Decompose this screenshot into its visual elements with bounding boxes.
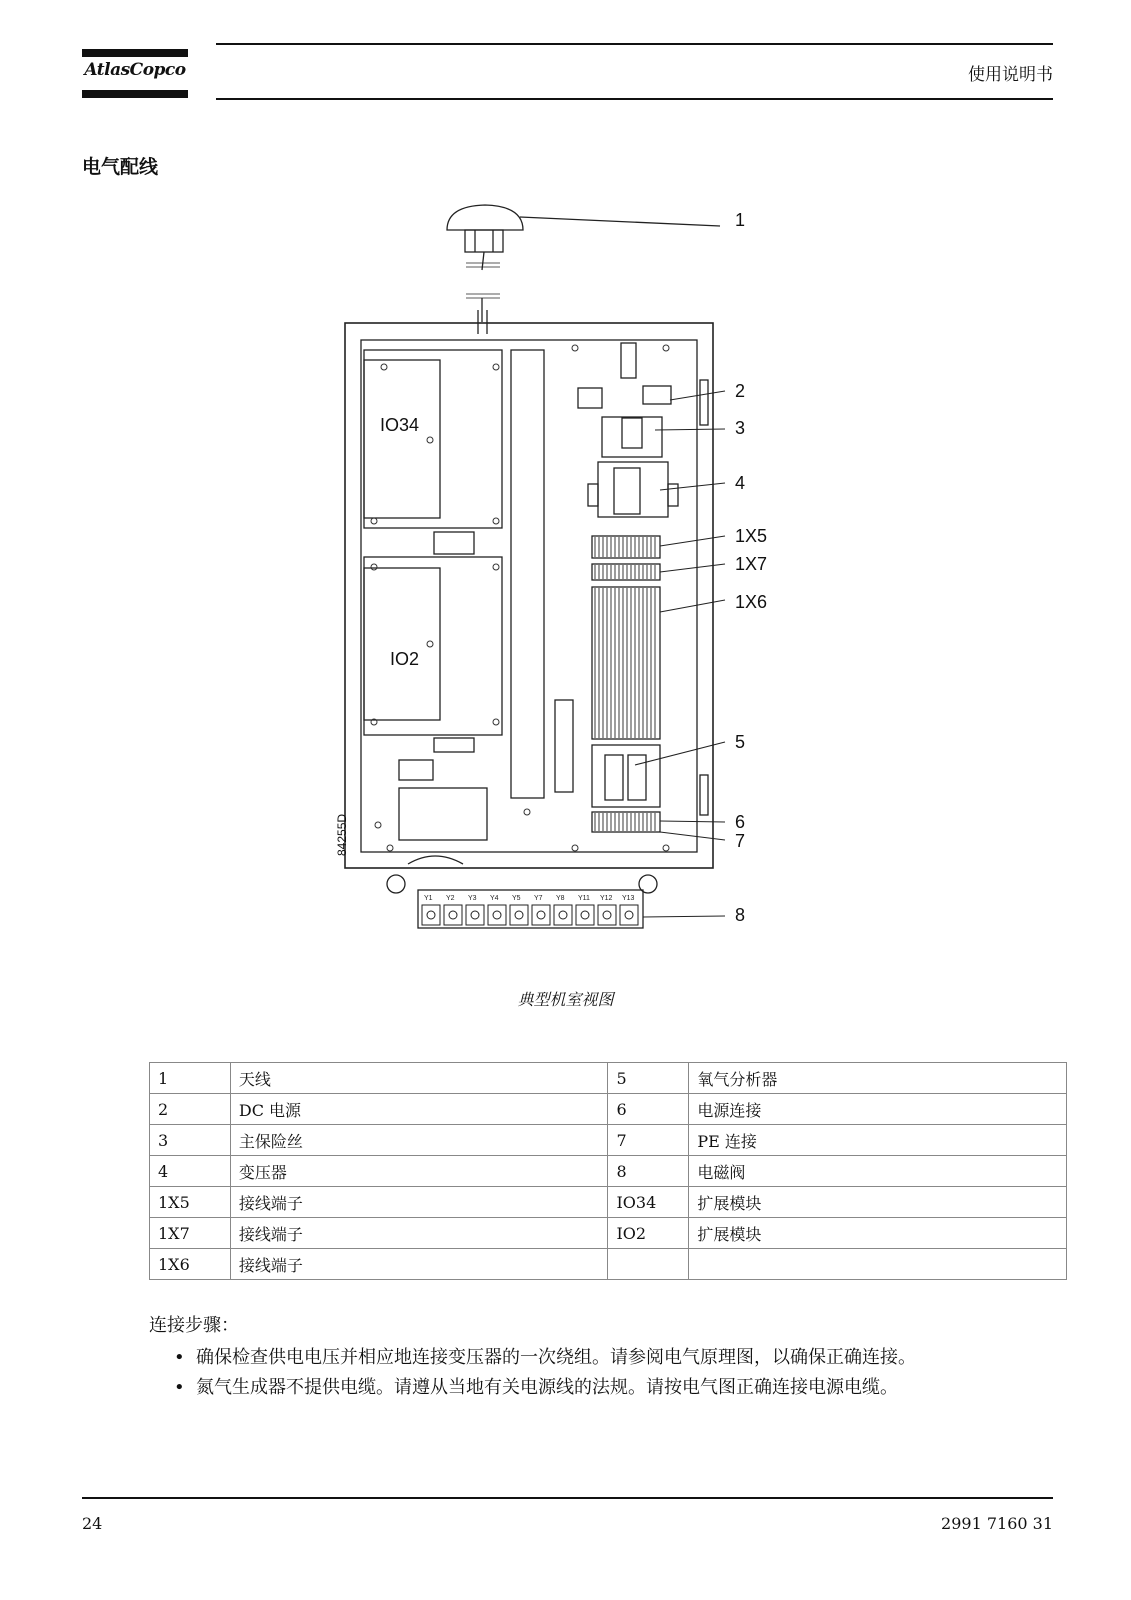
section-title: 电气配线 [82, 156, 159, 178]
legend-key: 8 [608, 1156, 689, 1187]
valve-label: Y13 [622, 895, 635, 902]
solenoid-valve [532, 905, 550, 925]
valve-label: Y12 [600, 895, 613, 902]
footer-rule [82, 1497, 1053, 1499]
legend-row [150, 1063, 1067, 1094]
legend-description: 主保险丝 [230, 1125, 608, 1156]
legend-description [689, 1249, 1067, 1280]
callout-1: 1 [735, 210, 746, 230]
main-fuse-block [602, 417, 662, 457]
document-number: 2991 7160 31 [941, 1514, 1053, 1533]
module-label-io2: IO2 [390, 649, 420, 669]
legend-description: 扩展模块 [689, 1187, 1067, 1218]
atlas-copco-logo [82, 46, 188, 101]
legend-description: 天线 [230, 1063, 608, 1094]
legend-key: 2 [150, 1094, 231, 1125]
solenoid-valve-coil [471, 911, 479, 919]
valve-label: Y3 [468, 895, 477, 902]
legend-key [608, 1249, 689, 1280]
legend-row [150, 1156, 1067, 1187]
legend-description: PE 连接 [689, 1125, 1067, 1156]
solenoid-valve-coil [449, 911, 457, 919]
dc-power-supply [643, 386, 671, 404]
solenoid-valve [488, 905, 506, 925]
legend-row [150, 1125, 1067, 1156]
legend-row [150, 1187, 1067, 1218]
solenoid-valve [422, 905, 440, 925]
solenoid-valve-coil [515, 911, 523, 919]
legend-description: 电磁阀 [689, 1156, 1067, 1187]
step-item: • 确保检查供电电压并相应地连接变压器的一次绕组。请参阅电气原理图，以确保正确连接。 [172, 1343, 1072, 1373]
legend-key: 1X7 [150, 1218, 231, 1249]
terminal-strip-1x5 [592, 536, 660, 558]
callout-6: 6 [735, 812, 746, 832]
callout-8: 8 [735, 905, 746, 925]
power-connection [592, 812, 660, 832]
legend-key: IO34 [608, 1187, 689, 1218]
valve-label: Y8 [556, 895, 565, 902]
legend-description: 扩展模块 [689, 1218, 1067, 1249]
solenoid-valve-coil [493, 911, 501, 919]
legend-key: 1 [150, 1063, 231, 1094]
callout-3: 3 [735, 418, 746, 438]
callout-5: 5 [735, 732, 746, 752]
callout-1x5: 1X5 [735, 526, 768, 546]
legend-row [150, 1249, 1067, 1280]
solenoid-valve-coil [603, 911, 611, 919]
legend-key: 5 [608, 1063, 689, 1094]
solenoid-valve-coil [625, 911, 633, 919]
page-number: 24 [82, 1514, 103, 1533]
legend-table [149, 1062, 1067, 1280]
solenoid-valve-coil [427, 911, 435, 919]
legend-description: 接线端子 [230, 1249, 608, 1280]
legend-key: 4 [150, 1156, 231, 1187]
legend-row [150, 1218, 1067, 1249]
figure-caption: 典型机室视图 [517, 990, 614, 1009]
solenoid-valve-coil [581, 911, 589, 919]
solenoid-valve [554, 905, 572, 925]
terminal-strip-1x7 [592, 564, 660, 580]
terminal-strip-1x6 [592, 587, 660, 739]
cabinet-frame [345, 323, 713, 868]
logo-bar-top [82, 49, 188, 57]
callout-7: 7 [735, 831, 746, 851]
header-rule-bottom [216, 98, 1053, 100]
callout-1x6: 1X6 [735, 592, 768, 612]
valve-label: Y1 [424, 895, 433, 902]
legend-description: 接线端子 [230, 1187, 608, 1218]
cable-duct [511, 350, 544, 798]
solenoid-valve [576, 905, 594, 925]
legend-row [150, 1094, 1067, 1125]
solenoid-valve-coil [559, 911, 567, 919]
valve-label: Y4 [490, 895, 499, 902]
solenoid-valve [598, 905, 616, 925]
oxygen-analyser [592, 745, 660, 807]
din-rail [621, 343, 636, 378]
legend-key: 7 [608, 1125, 689, 1156]
figure-code: 84255D [335, 813, 349, 856]
solenoid-valve [620, 905, 638, 925]
legend-description: 变压器 [230, 1156, 608, 1187]
legend-description: 接线端子 [230, 1218, 608, 1249]
solenoid-valve [510, 905, 528, 925]
callout-1x7: 1X7 [735, 554, 768, 574]
header-rule-top [216, 43, 1053, 45]
callout-2: 2 [735, 381, 746, 401]
valve-label: Y7 [534, 895, 543, 902]
legend-key: 6 [608, 1094, 689, 1125]
legend-key: 1X5 [150, 1187, 231, 1218]
cabinet-diagram [330, 200, 800, 970]
document-type: 使用说明书 [968, 65, 1053, 85]
valve-label: Y5 [512, 895, 521, 902]
steps-list [172, 1343, 1072, 1403]
legend-key: 1X6 [150, 1249, 231, 1280]
io2-module [364, 557, 502, 735]
valve-label: Y2 [446, 895, 455, 902]
solenoid-valve-coil [537, 911, 545, 919]
legend-description: DC 电源 [230, 1094, 608, 1125]
antenna-nut [465, 230, 503, 252]
solenoid-valve [444, 905, 462, 925]
solenoid-valve [466, 905, 484, 925]
steps-title: 连接步骤： [149, 1315, 239, 1336]
module-label-io34: IO34 [380, 415, 420, 435]
callout-4: 4 [735, 473, 746, 493]
legend-key: IO2 [608, 1218, 689, 1249]
logo-text: AtlasCopco [84, 60, 186, 80]
legend-key: 3 [150, 1125, 231, 1156]
antenna-dome [447, 205, 523, 230]
logo-bar-bottom [82, 90, 188, 98]
legend-description: 氧气分析器 [689, 1063, 1067, 1094]
valve-label: Y11 [578, 895, 590, 902]
step-item: • 氮气生成器不提供电缆。请遵从当地有关电源线的法规。请按电气图正确连接电源电缆。 [172, 1373, 1072, 1403]
legend-description: 电源连接 [689, 1094, 1067, 1125]
transformer [598, 462, 668, 517]
